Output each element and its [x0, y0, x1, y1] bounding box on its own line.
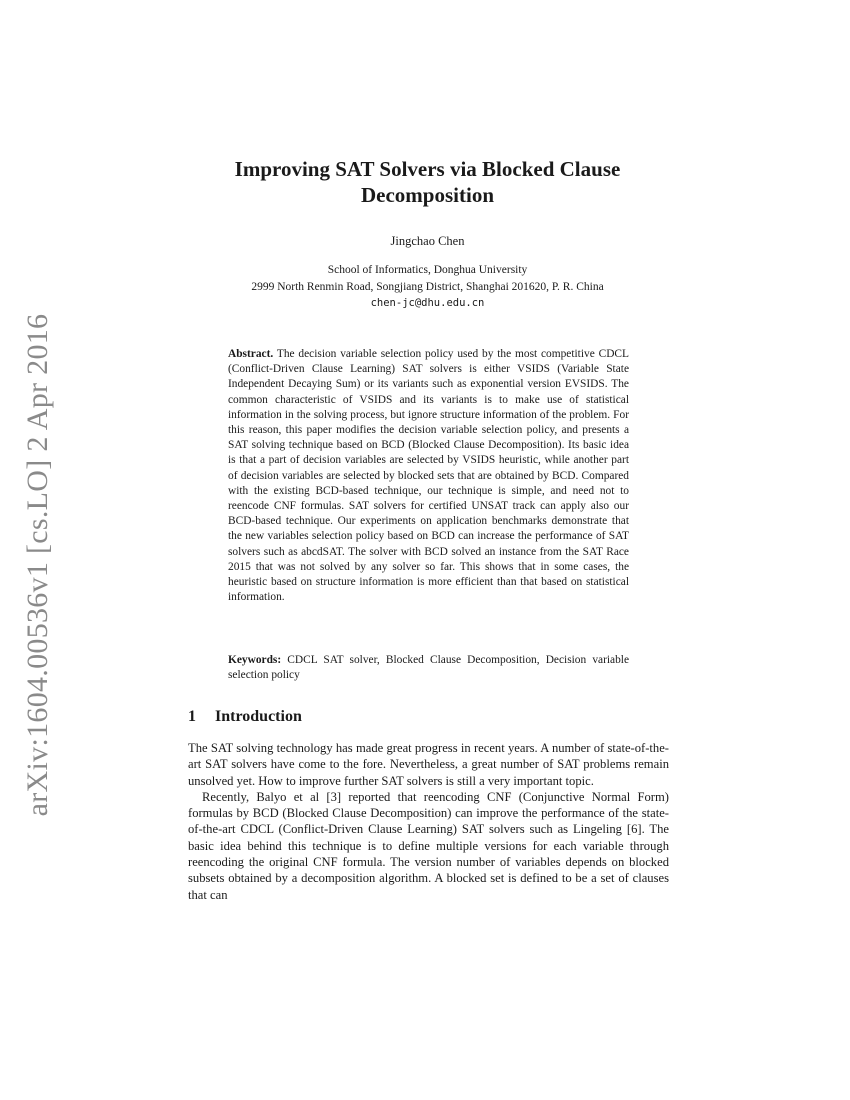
keywords-label: Keywords: — [228, 654, 282, 666]
author-name: Jingchao Chen — [390, 234, 465, 248]
paper-title: Improving SAT Solvers via Blocked Clause Decomposition — [234, 157, 621, 207]
section-body — [188, 740, 669, 903]
keywords — [228, 653, 629, 683]
abstract — [228, 347, 629, 605]
arxiv-identifier: arXiv:1604.00536v1 [cs.LO] 2 Apr 2016 — [21, 313, 54, 817]
section-number: 1 — [188, 708, 196, 725]
body-paragraph: Recently, Balyo et al [3] reported that reencoding CNF (Conjunctive Normal Form) formulas by BCD (Blocked Clause Decomposition) can improve the performance of the state-of-the-art CDCL (Conflict-Driven Clause Learning) SAT solvers such as Lingeling [6]. The basic idea behind this technique is to define multiple versions for each variable through reencoding the original CNF formula. The version number of variables depends on blocked subsets obtained by a decomposition algorithm. A blocked set is defined to be a set of clauses that can — [188, 789, 669, 902]
body-paragraph: The SAT solving technology has made great progress in recent years. A number of state-of-the-art SAT solvers have come to the fore. Nevertheless, a great number of SAT problems remain unsolved yet. How to improve further SAT solvers is still a very important topic. — [188, 741, 669, 788]
abstract-label: Abstract. — [228, 348, 274, 360]
author-email[interactable]: chen-jc@dhu.edu.cn — [370, 297, 485, 309]
affiliation-address: 2999 North Renmin Road, Songjiang District, Shanghai 201620, P. R. China — [251, 281, 604, 293]
keywords-text: CDCL SAT solver, Blocked Clause Decomposition, Decision variable selection policy — [228, 654, 629, 682]
section-title: Introduction — [215, 708, 302, 725]
section-heading — [188, 708, 302, 726]
abstract-text: The decision variable selection policy used by the most competitive CDCL (Conflict-Driven Clause Learning) SAT solvers is either VSIDS (Variable State Independent Decaying Sum) or its variants such as exponential version EVSIDS. The common characteristic of VSIDS and its variants is to make use of statistical information in the solving process, but ignore structure information of the problem. For this reason, this paper modifies the decision variable selection policy, and presents a SAT solving technique based on BCD (Blocked Clause Decomposition). Its basic idea is that a part of decision variables are selected by VSIDS heuristic, while another part of decision variables are selected by blocked sets that are obtained by BCD. Compared with the existing BCD-based technique, our technique is simple, and need not to reencode CNF formulas. SAT solvers for certified UNSAT track can apply also our BCD-based technique. Our experiments on application benchmarks demonstrate that the new variables selection policy based on BCD can increase the performance of SAT solvers such as abcdSAT. The solver with BCD solved an instance from the SAT Race 2015 that was not solved by any solver so far. This shows that in some cases, the heuristic based on structure information is more efficient than that based on statistical information. — [228, 348, 629, 604]
affiliation-institution: School of Informatics, Donghua University — [327, 264, 528, 276]
